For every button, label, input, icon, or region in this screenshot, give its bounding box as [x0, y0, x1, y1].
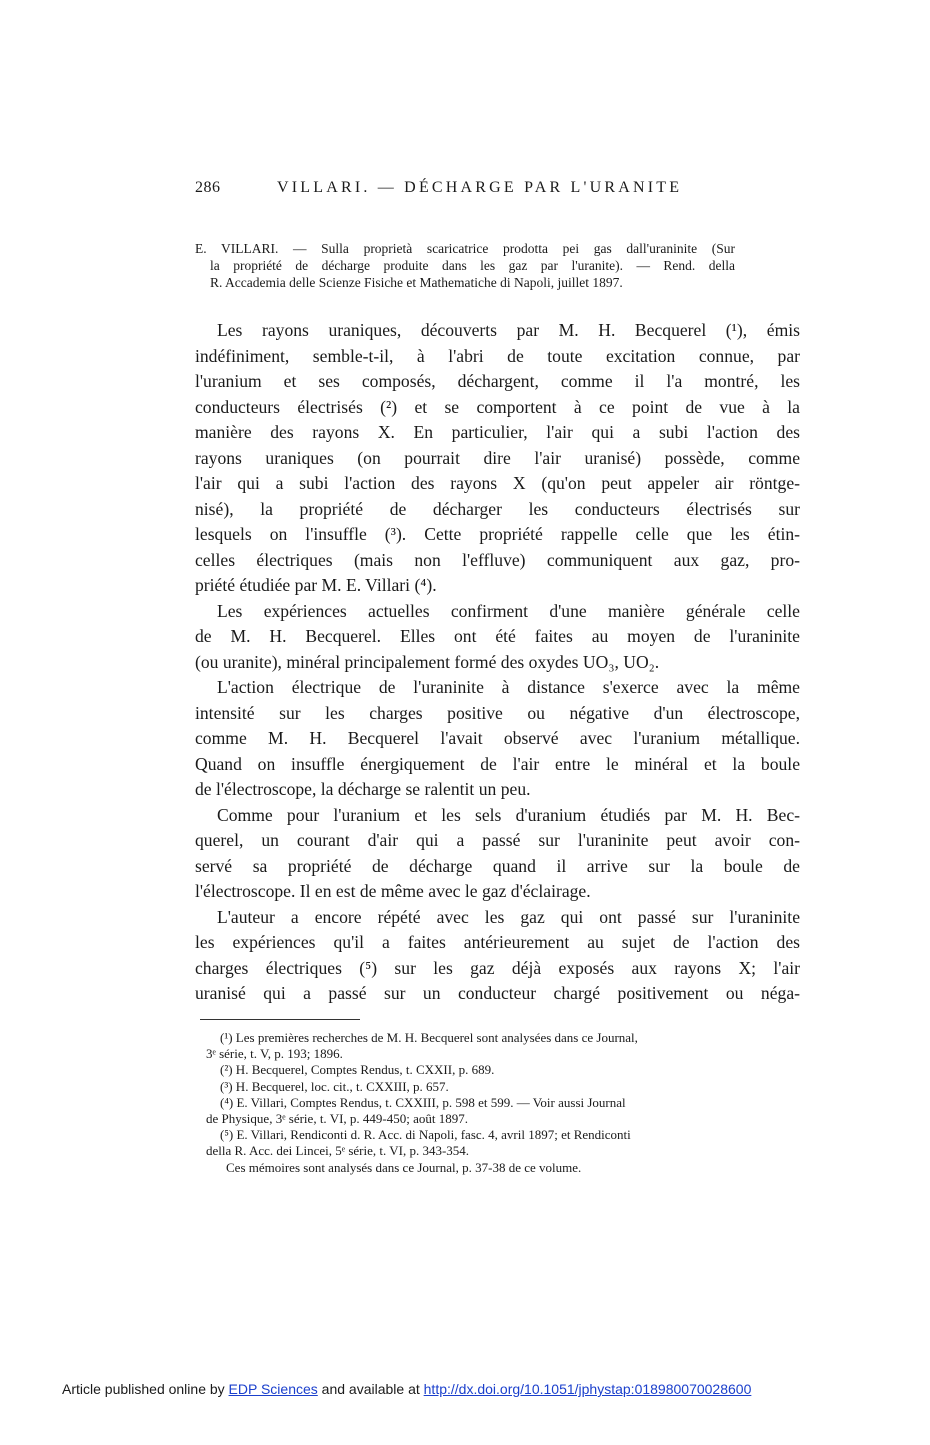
- body-line: querel, un courant d'air qui a passé sur l'uraninite peut avoir con-: [195, 830, 800, 850]
- footnote-line: della R. Acc. dei Lincei, 5ᵉ série, t. VI, p. 343-354.: [206, 1143, 470, 1159]
- body-line: priété étudiée par M. E. Villari (⁴).: [195, 575, 437, 595]
- reference-line: R. Accademia delle Scienze Fisiche et Mathematiche di Napoli, juillet 1897.: [210, 275, 623, 290]
- body-line: l'air qui a subi l'action des rayons X (qu'on peut appeler air röntge-: [195, 473, 800, 493]
- footnote-line: Ces mémoires sont analysés dans ce Journal, p. 37-38 de ce volume.: [226, 1159, 582, 1175]
- body-line: comme M. H. Becquerel l'avait observé avec l'uranium métallique.: [195, 728, 800, 748]
- footnotes: [206, 1030, 806, 1176]
- body-line: L'action électrique de l'uraninite à distance s'exerce avec la même: [217, 677, 800, 697]
- body-line: Quand on insuffle énergiquement de l'air entre le minéral et la boule: [195, 753, 800, 774]
- footer-middle: and available at: [317, 1381, 424, 1397]
- article-body: [195, 318, 800, 1007]
- footnote-line: (¹) Les premières recherches de M. H. Becquerel sont analysées dans ce Journal,: [220, 1030, 638, 1045]
- footnote-line: (³) H. Becquerel, loc. cit., t. CXXIII, p. 657.: [220, 1078, 449, 1094]
- bibliographic-reference: [195, 236, 735, 290]
- body-line: celles électriques (mais non l'effluve) communiquent aux gaz, pro-: [195, 549, 800, 570]
- body-line: de M. H. Becquerel. Elles ont été faites au moyen de l'uraninite: [195, 626, 800, 646]
- reference-line: E. VILLARI. — Sulla proprietà scaricatrice prodotta pei gas dall'uraninite (Sur: [195, 241, 735, 256]
- body-line: l'uranium et ses composés, déchargent, comme il l'a montré, les: [195, 371, 800, 391]
- body-line: manière des rayons X. En particulier, l'air qui a subi l'action des: [195, 422, 800, 442]
- footnote-line: de Physique, 3ᵉ série, t. VI, p. 449-450; août 1897.: [206, 1110, 468, 1126]
- footnote-line: (⁴) E. Villari, Comptes Rendus, t. CXXIII, p. 598 et 599. — Voir aussi Journal: [220, 1094, 626, 1110]
- running-header: [195, 179, 735, 201]
- body-line: l'électroscope. Il en est de même avec le gaz d'éclairage.: [195, 881, 591, 901]
- running-title: VILLARI. — DÉCHARGE PAR L'URANITE: [277, 179, 683, 196]
- publisher-footer: [62, 1381, 882, 1397]
- doi-link[interactable]: http://dx.doi.org/10.1051/jphystap:018980070028600: [423, 1381, 752, 1397]
- body-line: conducteurs électrisés (²) et se comportent à ce point de vue à la: [195, 396, 800, 417]
- body-line: les expériences qu'il a faites antérieurement au sujet de l'action des: [195, 932, 800, 952]
- body-line: Comme pour l'uranium et les sels d'uranium étudiés par M. H. Bec-: [217, 804, 800, 825]
- body-line: Les rayons uraniques, découverts par M. H. Becquerel (¹), émis: [217, 320, 800, 340]
- footnote-divider: [200, 1019, 360, 1020]
- body-line: L'auteur a encore répété avec les gaz qui ont passé sur l'uraninite: [217, 906, 800, 927]
- body-line: uranisé qui a passé sur un conducteur chargé positivement ou néga-: [195, 983, 800, 1003]
- footnote-line: 3ᵉ série, t. V, p. 193; 1896.: [206, 1046, 343, 1062]
- body-line: charges électriques (⁵) sur les gaz déjà exposés aux rayons X; l'air: [195, 957, 800, 978]
- page-number: 286: [195, 179, 221, 196]
- body-line: lesquels on l'insuffle (³). Cette propriété rappelle celle que les étin-: [195, 524, 800, 544]
- body-line: nisé), la propriété de décharger les conducteurs électrisés sur: [195, 498, 800, 519]
- body-line: indéfiniment, semble-t-il, à l'abri de toute excitation connue, par: [195, 345, 800, 366]
- body-line: (ou uranite), minéral principalement formé des oxydes UO₃, UO₂.: [195, 651, 660, 672]
- body-line: Les expériences actuelles confirment d'une manière générale celle: [217, 600, 800, 621]
- body-line: rayons uraniques (on pourrait dire l'air uranisé) possède, comme: [195, 447, 800, 468]
- body-line: intensité sur les charges positive ou négative d'un électroscope,: [195, 702, 800, 723]
- footer-prefix: Article published online by: [62, 1381, 229, 1397]
- body-line: servé sa propriété de décharge quand il arrive sur la boule de: [195, 855, 800, 876]
- publisher-link[interactable]: EDP Sciences: [228, 1381, 318, 1397]
- body-line: de l'électroscope, la décharge se ralentit un peu.: [195, 779, 531, 799]
- footnote-line: (⁵) E. Villari, Rendiconti d. R. Acc. di Napoli, fasc. 4, avril 1897; et Rendiconti: [220, 1127, 631, 1143]
- footnote-line: (²) H. Becquerel, Comptes Rendus, t. CXXII, p. 689.: [220, 1062, 495, 1078]
- reference-line: la propriété de décharge produite dans les gaz par l'uranite). — Rend. della: [210, 258, 735, 273]
